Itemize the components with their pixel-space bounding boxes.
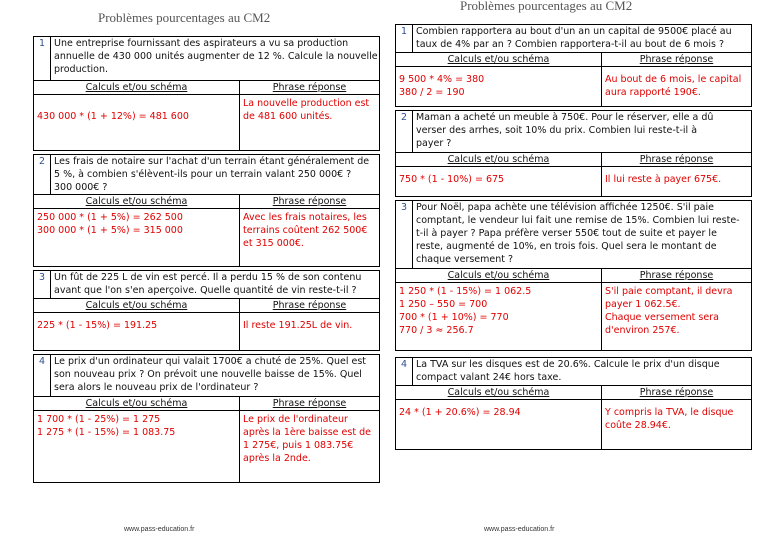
calc-line: 1 275 * (1 - 15%) = 1 083.75	[37, 427, 176, 438]
question-line: Les frais de notaire sur l'achat d'un terrain étant généralement de	[54, 156, 370, 167]
question-line: production.	[54, 64, 109, 75]
calc-header: Calculs et/ou schéma	[396, 153, 602, 167]
calc-cell	[396, 67, 602, 107]
answer-cell	[602, 167, 752, 197]
problem-number: 2	[396, 111, 413, 153]
answer-line: Il reste 191.25L de vin.	[243, 320, 353, 331]
calc-line: 430 000 * (1 + 12%) = 481 600	[37, 111, 189, 122]
answer-line: Y compris la TVA, le disque	[605, 407, 734, 418]
answer-cell	[240, 411, 380, 483]
question-line: compact valant 24€ hors taxe.	[416, 372, 562, 383]
question-line: avant que l'on s'en aperçoive. Quelle quantité de vin reste-t-il ?	[54, 285, 357, 296]
answer-line: coûte 28.94€.	[605, 420, 671, 431]
answer-line: après la 2nde.	[243, 453, 311, 464]
problem-4	[33, 354, 380, 483]
calc-line: 1 250 * (1 - 15%) = 1 062.5	[399, 286, 532, 297]
calc-line: 1 700 * (1 - 25%) = 1 275	[37, 414, 161, 425]
answer-header: Phrase réponse	[240, 397, 380, 411]
problem-2	[33, 154, 380, 267]
problem-number: 2	[34, 155, 51, 195]
answer-line: Au bout de 6 mois, le capital	[605, 74, 742, 85]
answer-line: de 481 600 unités.	[243, 111, 333, 122]
calc-line: 750 * (1 - 10%) = 675	[399, 174, 505, 185]
problem-3	[395, 200, 752, 351]
problem-number: 1	[34, 37, 51, 81]
answer-cell	[602, 283, 752, 351]
footer-right: www.pass-education.fr	[484, 526, 555, 533]
calc-cell	[34, 411, 240, 483]
answer-line: Le prix de l'ordinateur	[243, 414, 348, 425]
problem-question	[413, 201, 752, 269]
calc-header: Calculs et/ou schéma	[34, 195, 240, 209]
problem-1	[395, 24, 752, 107]
answer-header: Phrase réponse	[602, 153, 752, 167]
problem-number: 1	[396, 25, 413, 53]
calc-line: 770 / 3 ≈ 256.7	[399, 325, 474, 336]
problem-question	[413, 25, 752, 53]
calc-line: 225 * (1 - 15%) = 191.25	[37, 320, 158, 331]
calc-header: Calculs et/ou schéma	[396, 386, 602, 400]
calc-header: Calculs et/ou schéma	[396, 53, 602, 67]
answer-header: Phrase réponse	[602, 269, 752, 283]
question-line: Combien rapportera au bout d'un an un capital de 9500€ placé au	[416, 26, 732, 37]
answer-header: Phrase réponse	[240, 195, 380, 209]
answer-line: terrains coûtent 262 500€	[243, 225, 368, 236]
problem-question	[51, 155, 380, 195]
question-line: chaque versement ?	[416, 254, 514, 265]
calc-cell	[396, 400, 602, 450]
problem-number: 3	[34, 271, 51, 299]
calc-cell	[396, 283, 602, 351]
problem-4	[395, 357, 752, 450]
answer-header: Phrase réponse	[240, 81, 380, 95]
page-title-left: Problèmes pourcentages au CM2	[98, 10, 271, 25]
question-line: La TVA sur les disques est de 20.6%. Calcule le prix d'un disque	[416, 359, 720, 370]
calc-line: 700 * (1 + 10%) = 770	[399, 312, 509, 323]
calc-cell	[34, 209, 240, 267]
problem-number: 3	[396, 201, 413, 269]
calc-line: 24 * (1 + 20.6%) = 28.94	[399, 407, 521, 418]
problem-question	[413, 358, 752, 386]
calc-header: Calculs et/ou schéma	[396, 269, 602, 283]
answer-line: et 315 000€.	[243, 238, 304, 249]
problem-question	[51, 271, 380, 299]
answer-line: Avec les frais notaires, les	[243, 212, 367, 223]
problem-question	[51, 37, 380, 81]
footer-left: www.pass-education.fr	[124, 526, 195, 533]
answer-header: Phrase réponse	[602, 386, 752, 400]
page-title-right: Problèmes pourcentages au CM2	[460, 0, 633, 13]
calc-header: Calculs et/ou schéma	[34, 299, 240, 313]
problem-number: 4	[34, 355, 51, 397]
calc-line: 9 500 * 4% = 380	[399, 74, 485, 85]
question-line: comptant, le vendeur lui fait une remise de 15%. Combien lui reste-	[416, 215, 740, 226]
question-line: Le prix d'un ordinateur qui valait 1700€ a chuté de 25%. Quel est	[54, 356, 366, 367]
question-line: Pour Noël, papa achète une télévision affichée 1250€. S'il paie	[416, 202, 714, 213]
answer-line: Chaque versement sera	[605, 312, 719, 323]
calc-cell	[34, 95, 240, 151]
calc-header: Calculs et/ou schéma	[34, 81, 240, 95]
problem-2	[395, 110, 752, 197]
question-line: sera alors le nouveau prix de l'ordinateur ?	[54, 382, 259, 393]
answer-line: La nouvelle production est	[243, 98, 370, 109]
calc-line: 1 250 – 550 = 700	[399, 299, 488, 310]
answer-line: Il lui reste à payer 675€.	[605, 174, 722, 185]
answer-cell	[240, 313, 380, 351]
question-line: son nouveau prix ? On prévoit une nouvelle baisse de 15%. Quel	[54, 369, 362, 380]
answer-header: Phrase réponse	[240, 299, 380, 313]
answer-cell	[240, 209, 380, 267]
calc-line: 300 000 * (1 + 5%) = 315 000	[37, 225, 183, 236]
question-line: Une entreprise fournissant des aspirateurs a vu sa production	[54, 38, 349, 49]
worksheet-left	[33, 36, 380, 483]
question-line: payer ?	[416, 138, 452, 149]
question-line: annuelle de 430 000 unités augmenter de 12 %. Calcule la nouvelle	[54, 51, 378, 62]
answer-cell	[602, 67, 752, 107]
answer-line: 1 275€, puis 1 083.75€	[243, 440, 354, 451]
calc-header: Calculs et/ou schéma	[34, 397, 240, 411]
calc-cell	[396, 167, 602, 197]
question-line: Maman a acheté un meuble à 750€. Pour le réserver, elle a dû	[416, 112, 714, 123]
problem-1	[33, 36, 380, 151]
answer-header: Phrase réponse	[602, 53, 752, 67]
problem-3	[33, 270, 380, 351]
question-line: Un fût de 225 L de vin est percé. Il a perdu 15 % de son contenu	[54, 272, 362, 283]
worksheet-right	[395, 24, 752, 450]
problem-question	[51, 355, 380, 397]
calc-line	[37, 97, 236, 110]
question-line: reste, augmenté de 10%, en trois fois. Quel sera le montant de	[416, 241, 717, 252]
question-line: t-il à payer ? Papa préfère verser 550€ tout de suite et payer le	[416, 228, 717, 239]
calc-cell	[34, 313, 240, 351]
answer-line: S'il paie comptant, il devra	[605, 286, 733, 297]
answer-line: après la 1ère baisse est de	[243, 427, 371, 438]
calc-line: 380 / 2 = 190	[399, 87, 465, 98]
answer-line: aura rapporté 190€.	[605, 87, 701, 98]
question-line: 300 000€ ?	[54, 182, 108, 193]
calc-line: 250 000 * (1 + 5%) = 262 500	[37, 212, 183, 223]
problem-number: 4	[396, 358, 413, 386]
question-line: 5 %, à combien s'élèvent-ils pour un terrain valant 250 000€ ?	[54, 169, 352, 180]
answer-cell	[602, 400, 752, 450]
question-line: taux de 4% par an ? Combien rapportera-t-il au bout de 6 mois ?	[416, 39, 724, 50]
answer-line: payer 1 062.5€.	[605, 299, 681, 310]
question-line: verser des arrhes, soit 10% du prix. Combien lui reste-t-il à	[416, 125, 698, 136]
answer-cell	[240, 95, 380, 151]
problem-question	[413, 111, 752, 153]
answer-line: d'environ 257€.	[605, 325, 680, 336]
